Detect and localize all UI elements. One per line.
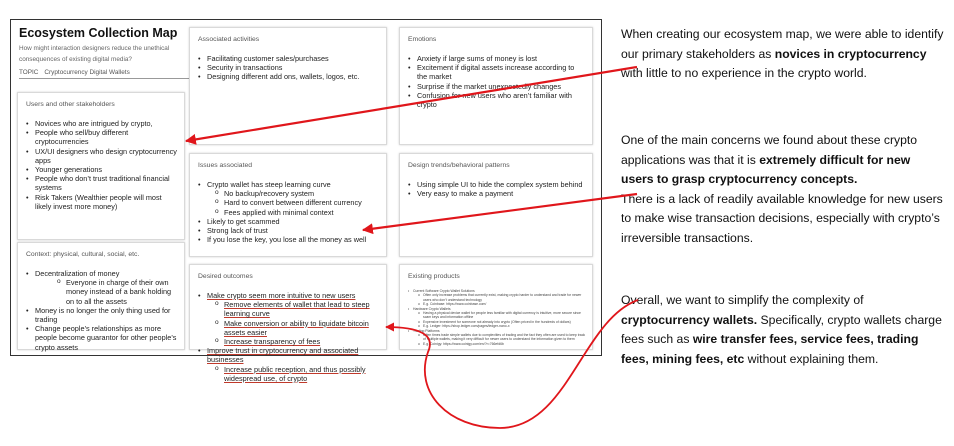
card-item: • Designing different add ons, wallets, logos, etc. bbox=[198, 72, 380, 81]
card-list bbox=[408, 289, 586, 346]
card-desired-outcomes bbox=[189, 264, 387, 383]
card-item: • Money is no longer the only thing used for trading bbox=[26, 306, 178, 324]
annotation-stakeholders bbox=[621, 25, 946, 84]
card-heading: Issues associated bbox=[198, 162, 253, 169]
topic-row bbox=[19, 69, 130, 76]
card-design-trends bbox=[399, 153, 593, 257]
card-item: o Expensive investment for someone not already into crypto (Often priced in the hundreds of dollars) bbox=[408, 320, 586, 324]
card-item: o E.g. Ledger: https://shop.ledger.com/pages/ledger-nano-x bbox=[408, 324, 586, 328]
card-associated-activities bbox=[189, 27, 387, 145]
card-item: • People who sell/buy different cryptocurrencies bbox=[26, 128, 178, 146]
card-item: • Younger generations bbox=[26, 165, 178, 174]
card-heading: Context: physical, cultural, social, etc. bbox=[26, 251, 140, 258]
annotation-text: When creating our ecosystem map, we were able to identify our primary stakeholders as bbox=[621, 27, 944, 61]
card-list bbox=[198, 291, 380, 383]
annotation-text: There is a lack of readily available knowledge for new users to make wise transaction decisions, especially with crypto’s irreversible transactions. bbox=[621, 191, 943, 245]
annotation-text: Specifically, crypto wallets charge fees such as bbox=[621, 312, 942, 346]
card-item: • Using simple UI to hide the complex system behind bbox=[408, 180, 586, 189]
card-context bbox=[17, 242, 185, 350]
card-item: • Trading Platforms bbox=[408, 329, 586, 333]
card-item: o Often times trade simple wallets due to complexities of trading and the fact they often are used to keep track of multiple wallets, making it very difficult for newer users to understand the information given to them bbox=[408, 333, 586, 342]
card-item: • Crypto wallet has steep learning curve bbox=[198, 180, 380, 189]
card-item: • Strong lack of trust bbox=[198, 226, 380, 235]
card-item: • Confusion for new users who aren’t familiar with crypto bbox=[408, 91, 586, 109]
annotation-emphasis: extremely difficult for new users to grasp cryptocurrency concepts. bbox=[621, 152, 911, 186]
annotation-goals bbox=[621, 291, 946, 369]
card-existing-products bbox=[399, 264, 593, 350]
card-item: o E.g. Coinigy: https://www.coinigy.com/en/?r=766efd6b bbox=[408, 342, 586, 346]
annotation-text: without explaining them. bbox=[744, 351, 879, 366]
topic-underline bbox=[19, 78, 195, 79]
annotation-emphasis: novices in cryptocurrency bbox=[774, 46, 927, 61]
card-item: • Decentralization of money bbox=[26, 269, 178, 278]
ecosystem-map-board bbox=[10, 19, 602, 383]
card-list bbox=[198, 54, 380, 82]
annotation-text: with little to no experience in the crypto world. bbox=[621, 66, 867, 80]
card-list bbox=[198, 180, 380, 244]
card-item: o Make conversion or ability to liquidate bitcoin assets easier bbox=[198, 319, 380, 337]
card-item: o Increase transparency of fees bbox=[198, 337, 380, 346]
card-item: • Make crypto seem more intuitive to new users bbox=[198, 291, 380, 300]
card-item: • Facilitating customer sales/purchases bbox=[198, 54, 380, 63]
card-item: • Change people’s relationships as more people become guarantor for other people’s crypto assets bbox=[26, 324, 178, 352]
card-item: o No backup/recovery system bbox=[198, 189, 380, 198]
card-item: • Improve trust in cryptocurrency and associated businesses bbox=[198, 346, 380, 364]
card-item: o Having a physical device wallet for people less familiar with digital currency is intuitive, more secure since scam keys and information offline bbox=[408, 311, 586, 320]
card-item: • Security in transactions bbox=[198, 63, 380, 72]
board-title: Ecosystem Collection Map bbox=[19, 26, 178, 40]
card-item: • Very easy to make a payment bbox=[408, 189, 586, 198]
card-item: o Increase public reception, and thus possibly widespread use, of crypto bbox=[198, 365, 380, 383]
card-item: • Anxiety if large sums of money is lost bbox=[408, 54, 586, 63]
card-list bbox=[26, 269, 178, 352]
card-item: • Current Software Crypto Wallet Solutions bbox=[408, 289, 586, 293]
card-heading: Desired outcomes bbox=[198, 273, 253, 280]
topic-label: TOPIC bbox=[19, 69, 39, 76]
card-list bbox=[408, 180, 586, 198]
card-users bbox=[17, 92, 185, 240]
card-item: • Likely to get scammed bbox=[198, 217, 380, 226]
card-heading: Emotions bbox=[408, 36, 437, 43]
topic-value: Cryptocurrency Digital Wallets bbox=[44, 69, 130, 76]
card-item: o Often only increase problems that currently exist, making crypto harder to understand and trade for newer users who don’t understand technology bbox=[408, 293, 586, 302]
card-item: • Excitement if digital assets increase according to the market bbox=[408, 63, 586, 81]
card-item: o Remove elements of wallet that lead to steep learning curve bbox=[198, 300, 380, 318]
card-emotions bbox=[399, 27, 593, 145]
card-heading: Users and other stakeholders bbox=[26, 101, 115, 108]
card-item: • UX/UI designers who design cryptocurrency apps bbox=[26, 147, 178, 165]
card-issues-associated bbox=[189, 153, 387, 257]
card-item: • Risk Takers (Wealthier people will most likely invest more money) bbox=[26, 193, 178, 211]
board-subquestion: How might interaction designers reduce the unethical consequences of existing digital media? bbox=[19, 45, 170, 63]
card-item: o Hard to convert between different currency bbox=[198, 198, 380, 207]
card-heading: Existing products bbox=[408, 273, 460, 280]
card-item: o E.g. Coinbase: https://www.coinbase.com/ bbox=[408, 302, 586, 306]
card-heading: Associated activities bbox=[198, 36, 260, 43]
annotation-emphasis: cryptocurrency wallets. bbox=[621, 312, 758, 327]
annotation-emphasis: wire transfer fees, service fees, trading fees, mining fees, etc bbox=[621, 332, 919, 366]
card-heading: Design trends/behavioral patterns bbox=[408, 162, 510, 169]
card-item: • People who don’t trust traditional financial systems bbox=[26, 174, 178, 192]
card-item: • Novices who are intrigued by crypto, bbox=[26, 119, 178, 128]
annotation-text: Overall, we want to simplify the complexity of bbox=[621, 293, 864, 307]
card-list bbox=[26, 119, 178, 211]
annotation-concerns bbox=[621, 131, 946, 248]
card-item: • Hardware Crypto Wallets bbox=[408, 307, 586, 311]
card-item: • Surprise if the market unexpectedly changes bbox=[408, 82, 586, 91]
card-item: o Fees applied with minimal context bbox=[198, 208, 380, 217]
card-list bbox=[408, 54, 586, 109]
annotation-text: One of the main concerns we found about these crypto applications was that it is bbox=[621, 133, 918, 167]
card-item: • If you lose the key, you lose all the money as well bbox=[198, 235, 380, 244]
card-item: o Everyone in charge of their own money instead of a bank holding on to all the assets bbox=[26, 278, 178, 306]
